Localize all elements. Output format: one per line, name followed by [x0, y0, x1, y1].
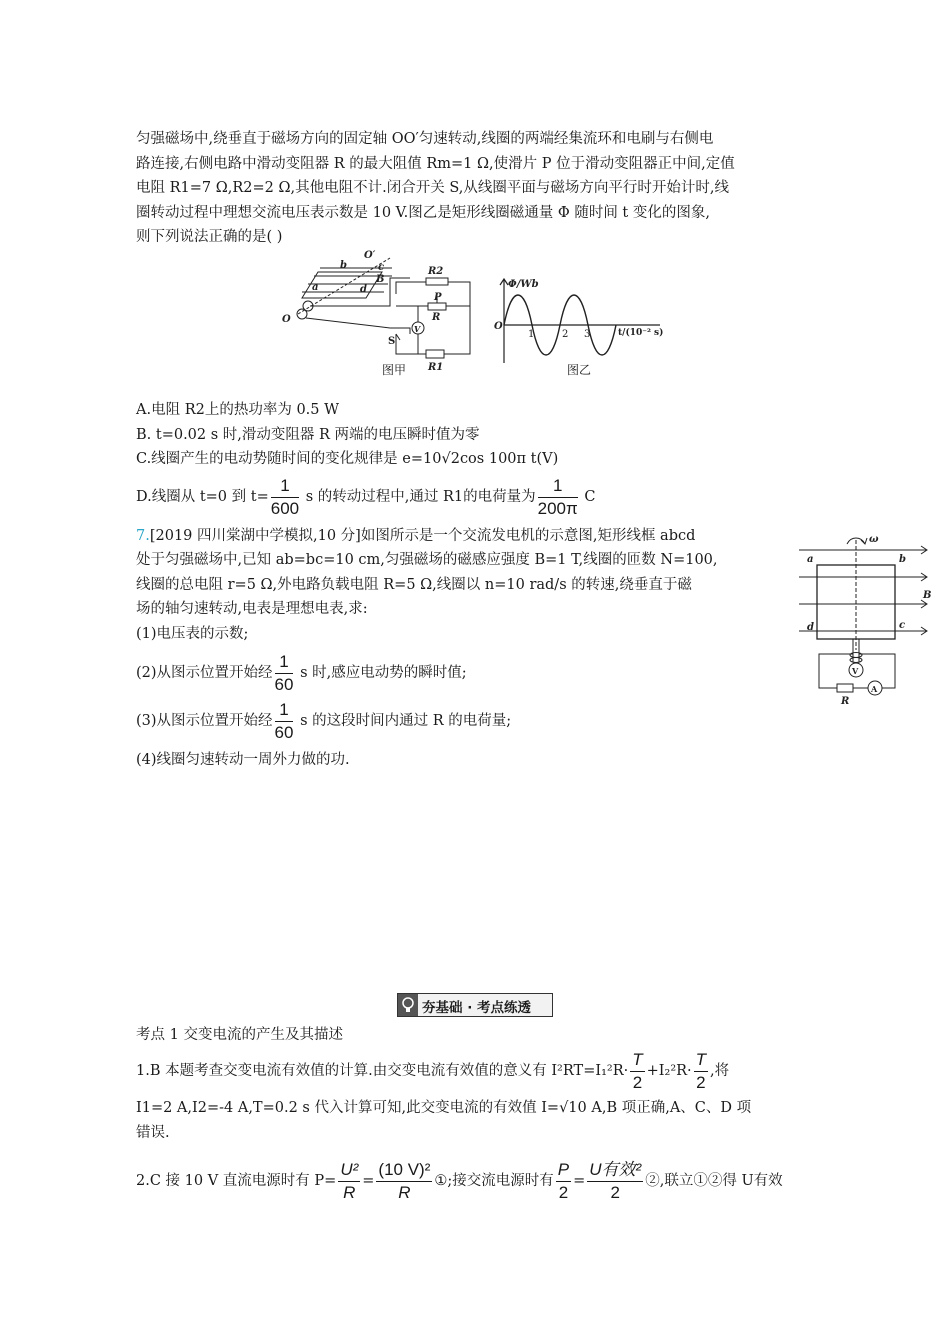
p7-q3	[136, 698, 816, 744]
p7-q2-prefix: (2)从图示位置开始经	[136, 665, 273, 681]
a1-frac1-den: 2	[632, 1072, 643, 1092]
a2-frac-2	[376, 1159, 432, 1204]
a2-frac-1	[338, 1159, 360, 1204]
a2-f2-num: (10 V)²	[376, 1159, 432, 1182]
gen-ammeter: A	[871, 684, 878, 694]
p6-line-2: 路连接,右侧电路中滑动变阻器 R 的最大阻值 Rm=1 Ω,使滑片 P 位于滑动变阻器正中间,定值	[136, 156, 735, 172]
label-v: V	[414, 324, 421, 334]
section-banner	[397, 993, 553, 1017]
lightbulb-icon	[398, 994, 418, 1016]
gen-v: V	[852, 666, 859, 676]
p7-line-1	[136, 524, 816, 548]
option-d-frac-1	[271, 475, 299, 520]
label-r1: R1	[428, 362, 444, 373]
option-b: B. t=0.02 s 时,滑动变阻器 R 两端的电压瞬时值为零	[136, 427, 480, 443]
a2-f4-num: U有效²	[587, 1159, 643, 1182]
a2-prefix: 2.C 接 10 V 直流电源时有 P=	[136, 1173, 337, 1189]
option-d-frac2-den: 200π	[537, 498, 578, 518]
label-a: a	[312, 282, 319, 293]
a2-frac-3	[556, 1159, 571, 1204]
p7-q3-den: 60	[274, 722, 294, 742]
answer-1-line-1	[136, 1048, 816, 1094]
yi-origin: O	[494, 321, 503, 332]
a2-eq: =	[362, 1173, 375, 1189]
yi-ylabel: Φ/Wb	[508, 279, 539, 290]
gen-B: B	[923, 590, 932, 601]
p7-line-2: 处于匀强磁场中,已知 ab=bc=10 cm,匀强磁场的磁感应强度 B=1 T,线圈的匝数 N=100,	[136, 552, 718, 568]
a2-f2-den: R	[398, 1182, 411, 1202]
a2-f3-den: 2	[558, 1182, 569, 1202]
yi-tick-2: 2	[562, 329, 569, 340]
a2-f3-num: P	[556, 1159, 571, 1182]
p7-q3-num: 1	[275, 699, 294, 722]
p7-q2-den: 60	[274, 674, 294, 694]
p6-line-5: 则下列说法正确的是( )	[136, 229, 283, 245]
a2-f1-den: R	[343, 1182, 356, 1202]
option-d-frac1-den: 600	[270, 498, 300, 518]
p6-line-1: 匀强磁场中,绕垂直于磁场方向的固定轴 OO′匀速转动,线圈的两端经集流环和电刷与右侧电	[136, 131, 714, 147]
a2-eq-2: =	[573, 1173, 586, 1189]
p6-line-4: 圈转动过程中理想交流电压表示数是 10 V.图乙是矩形线圈磁通量 Φ 随时间 t 变化的图象,	[136, 205, 710, 221]
answer-2-line-1	[136, 1156, 816, 1206]
label-p: P	[434, 292, 442, 303]
label-b-lower: b	[340, 260, 347, 271]
label-c: c	[378, 262, 385, 273]
label-oprime: O′	[364, 250, 376, 261]
label-o: O	[282, 314, 291, 325]
gen-d: d	[807, 622, 814, 633]
p7-q2-frac	[275, 651, 294, 696]
answer-1-line-3: 错误.	[136, 1125, 170, 1141]
p7-q3-frac	[275, 699, 294, 744]
gen-r: R	[841, 696, 850, 707]
option-d	[136, 474, 816, 520]
option-d-frac2-num: 1	[538, 475, 578, 498]
p6-line-3: 电阻 R1=7 Ω,R2=2 Ω,其他电阻不计.闭合开关 S,从线圈平面与磁场方向平行时开始计时,线	[136, 180, 729, 196]
p7-line-3: 线圈的总电阻 r=5 Ω,外电路负载电阻 R=5 Ω,线圈以 n=10 rad/s 的转速,绕垂直于磁	[136, 577, 692, 593]
p7-q2-num: 1	[275, 651, 294, 674]
p7-q4: (4)线圈匀速转动一周外力做的功.	[136, 752, 350, 768]
a2-f1-num: U²	[338, 1159, 360, 1182]
figure-generator	[795, 532, 935, 712]
a1-prefix: 1.B 本题考查交变电流有效值的计算.由交变电流有效值的意义有 I²RT=I₁²R·	[136, 1063, 629, 1079]
a2-mid: ①;接交流电源时有	[434, 1173, 554, 1189]
caption-jia: 图甲	[382, 363, 407, 377]
a2-frac-4	[587, 1159, 643, 1204]
label-d: d	[360, 284, 367, 295]
p7-q3-suffix: s 的这段时间内通过 R 的电荷量;	[295, 713, 512, 729]
option-d-middle: s 的转动过程中,通过 R1的电荷量为	[301, 489, 536, 505]
answer-section-title: 考点 1 交变电流的产生及其描述	[136, 1027, 343, 1043]
gen-a: a	[807, 554, 814, 565]
p7-line-4: 场的轴匀速转动,电表是理想电表,求:	[136, 601, 368, 617]
p7-q1: (1)电压表的示数;	[136, 626, 249, 642]
answer-1-line-2: I1=2 A,I2=-4 A,T=0.2 s 代入计算可知,此交变电流的有效值 I=√10 A,B 项正确,A、C、D 项	[136, 1100, 752, 1116]
a2-suffix: ②,联立①②得 U有效	[645, 1173, 783, 1189]
gen-c: c	[899, 620, 906, 631]
a1-mid: +I₂²R·	[646, 1063, 692, 1079]
caption-yi: 图乙	[567, 363, 592, 377]
yi-xlabel: t/(10⁻² s)	[618, 328, 664, 338]
a2-f4-den: 2	[610, 1182, 620, 1202]
gen-omega: ω	[869, 534, 879, 545]
label-B: B	[376, 274, 385, 285]
gen-b: b	[899, 554, 906, 565]
option-d-frac-2	[538, 475, 578, 520]
figure-yi	[490, 275, 670, 365]
a1-frac2-den: 2	[696, 1072, 706, 1092]
a1-end: ,将	[710, 1063, 730, 1079]
option-c: C.线圈产生的电动势随时间的变化规律是 e=10√2cos 100π t(V)	[136, 451, 559, 467]
option-a: A.电阻 R2上的热功率为 0.5 W	[136, 402, 340, 418]
a1-frac-2	[694, 1049, 708, 1094]
label-r2: R2	[428, 266, 444, 277]
p7-number: 7.	[136, 528, 150, 544]
p7-q3-prefix: (3)从图示位置开始经	[136, 713, 273, 729]
yi-tick-3: 3	[584, 329, 591, 340]
label-s: S	[388, 336, 396, 347]
banner-text: 夯基础 · 考点练透	[422, 1000, 532, 1016]
a1-frac-1	[630, 1049, 644, 1094]
a1-frac2-num: T	[694, 1049, 708, 1072]
label-r: R	[432, 312, 441, 323]
a1-frac1-num: T	[630, 1049, 644, 1072]
option-d-frac1-num: 1	[271, 475, 299, 498]
option-d-suffix: C	[579, 489, 596, 505]
p7-q2	[136, 650, 816, 696]
option-d-prefix: D.线圈从 t=0 到 t=	[136, 489, 269, 505]
figure-jia	[280, 248, 480, 378]
yi-tick-1: 1	[528, 329, 535, 340]
p7-line-1-text: [2019 四川棠湖中学模拟,10 分]如图所示是一个交流发电机的示意图,矩形线框 abcd	[149, 528, 696, 544]
p7-q2-suffix: s 时,感应电动势的瞬时值;	[295, 665, 467, 681]
